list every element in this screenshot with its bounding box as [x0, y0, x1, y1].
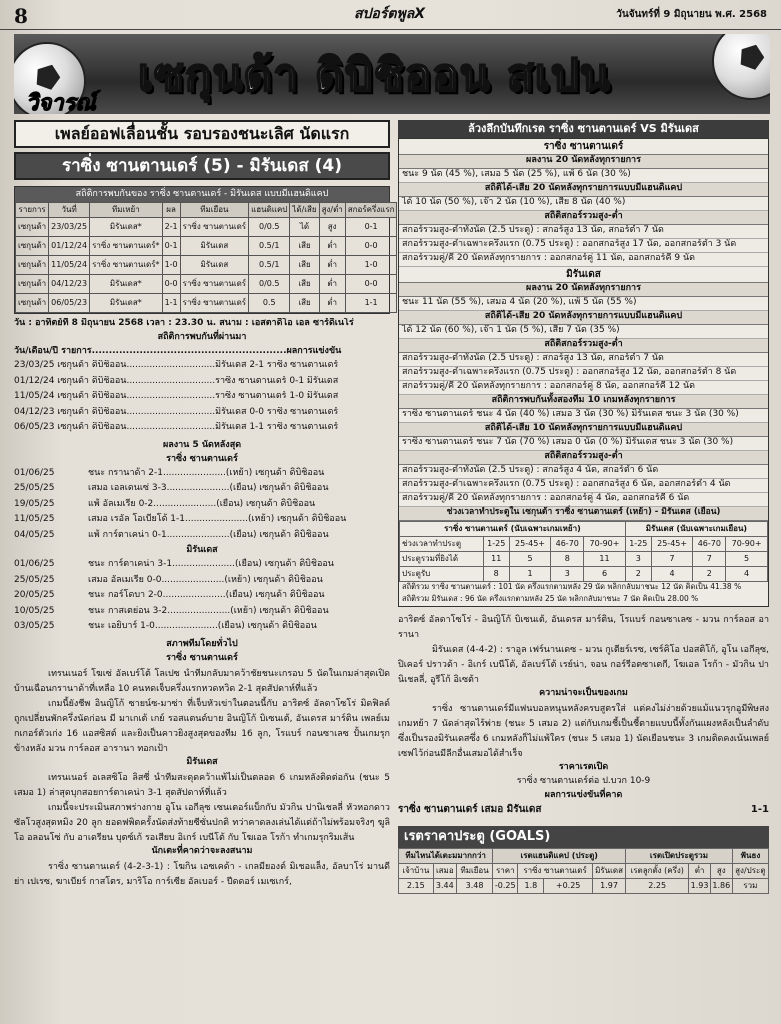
cell: 1-25	[625, 537, 651, 552]
banner-tag: วิจารณ์	[26, 90, 96, 114]
cell: 7	[651, 552, 693, 567]
lineup-title: นักเตะที่คาดว่าจะลงสนาม	[151, 845, 253, 856]
stat-note: สถิติรวม มิรันเดส : 96 นัด ครึ่งแรกตามหลัง 25 นัด พลิกกลับมาชนะ 7 นัด คิดเป็น 28.00 %	[402, 594, 699, 603]
goal-time-table	[399, 521, 768, 582]
cell: 1-1	[345, 294, 397, 313]
result: แพ้ การ์ตาเคน่า 0-1......................(เยือน) เซกุนด้า ดิบิชิออน	[88, 529, 329, 540]
cell: 3.44	[433, 879, 456, 894]
cell: 3	[551, 567, 584, 582]
table-row	[399, 864, 769, 879]
date: 03/05/25	[14, 621, 55, 632]
section-title: สถิติได้-เสีย 20 นัดหลังทุกรายการแบบมีแฮนดิแคป	[399, 311, 768, 325]
table-row	[400, 552, 768, 567]
team2-name: มิรันเดส	[186, 545, 218, 556]
cell: 1-0	[345, 256, 397, 275]
cell: 4	[726, 567, 768, 582]
table-row	[16, 275, 397, 294]
col-header: ได้/เสีย	[290, 203, 319, 218]
cell: 25-45+	[509, 537, 551, 552]
cell: ต่ำ	[319, 237, 345, 256]
cell: ราซิ่ง ซานตานเดร์	[180, 218, 248, 237]
paragraph: ราซิ่ง ซานตานเดร์มีแฟนบอลหนุนหลังครบสูตรใส่ แต่คงไม่ง่ายด้วยแม้แนวรุกอูมีพิษสงเกมหย้า 7 นัดล่าสุดไร้พ่าย (ชนะ 5 เสมอ 2) แต่กับเกมชี้เป็นชี้ตายแบบนี้ทั้งกันแผงหลังเป็นลำดับ ซึ่งเป็นรองมิรันเดสซึ่ง 6 เกมหลังก็ไม่แพ้ใคร (ชนะ 5 เสมอ 1) นัดเยือนชนะ 3 เกมติดคงเน้นเพลย์เซฟไว้ก่อนมีลีกอื่นเสมอได้สำเร็จ	[398, 704, 769, 759]
section-title: ผลงาน 20 นัดหลังทุกรายการ	[399, 283, 768, 297]
col-header: ผล	[162, 203, 180, 218]
table-row	[400, 567, 768, 582]
stats-header: ล้วงลึกบันทึกเรต ราซิ่ง ซานตานเดร์ VS มิรันเดส	[398, 120, 769, 138]
section-title: สถิติการพบกันทั้งสองทีม 10 เกมหลังทุกรายการ	[399, 395, 768, 409]
table-row	[400, 522, 768, 537]
date: 25/05/25	[14, 483, 55, 494]
table-row	[16, 294, 397, 313]
col-header: ทีมเหย้า	[90, 203, 162, 218]
cell: 1-1	[162, 294, 180, 313]
issue-date: วันจันทร์ที่ 9 มิถุนายน พ.ศ. 2568	[616, 9, 767, 20]
last5-title: ผลงาน 5 นัดหลังสุด	[162, 439, 242, 450]
cell: 1-25	[483, 537, 509, 552]
table-row	[16, 237, 397, 256]
prediction	[398, 804, 769, 820]
cell: 11/05/24	[49, 256, 90, 275]
cell: ราซิ่ง ซานตานเดร์	[180, 275, 248, 294]
left-column	[14, 120, 395, 890]
cell: 01/12/24	[49, 237, 90, 256]
table-row	[399, 879, 769, 894]
result: เสมอ อัลเมเรีย 0-0......................(เหย้า) เซกุนด้า ดิบิชิออน	[88, 574, 323, 585]
cell: 1.97	[592, 879, 625, 894]
price: ราซิ่ง ซานตานเดร์ต่อ ป.บวก 10-9	[516, 776, 651, 786]
date: 01/06/25	[14, 559, 55, 570]
cell: 46-70	[551, 537, 584, 552]
col-header: เรตเปิดประตูรวม	[626, 849, 732, 864]
cell: 0/0.5	[249, 218, 290, 237]
cell: 3	[625, 552, 651, 567]
result: แพ้ อัลเมเรีย 0-2......................(เยือน) เซกุนด้า ดิบิชิออน	[88, 498, 316, 509]
cell: ราซิ่ง ซานตานเดร์	[518, 864, 593, 879]
cell: 2.25	[626, 879, 689, 894]
result: เสมอ เอลเดนเซ่ 3-3......................(เยือน) เซกุนด้า ดิบิชิออน	[88, 483, 329, 494]
cell: ได้	[290, 218, 319, 237]
team-news-team2: มิรันเดส	[186, 756, 218, 767]
cell: 7	[693, 552, 726, 567]
date: 11/05/25	[14, 514, 55, 525]
result: เสมอ เรอัล โอเบียโด้ 1-1......................(เหย้า) เซกุนด้า ดิบิชิออน	[88, 514, 347, 525]
cell: 8	[551, 552, 584, 567]
paragraph: เกมนี้ยังชีพ อินญิโก้ ซายน์ซ-มาซ่า ที่เจ็บหัวเข่าในตอนนี้กับ อาริตซ์ อัลดาโซโร่ มิดฟิลด์ถูกเปลี่ยนพักครึ่งนัดก่อน มี มาเกเต้ เกย์ รอสแตนด์บาย อินญิโก้ บิเซนเต้, อันเดรส มาร์ติน เพลย์เมกเกอร์ตัวเก่ง 16 แอสซิสต์ และยิงเป็นคาวยิงสูงสุดของทีม 16 ลูก, โรแบร์ กอนซาเลซ ปั้นเกมรุกข้างหลัง มวน การ์ลอส อารานา ทอกเป้า	[14, 698, 390, 754]
stat-line: สกอร์รวมคู่/คี่ 20 นัดหลังทุกรายการ : ออกสกอร์คู่ 8 นัด, ออกสกอร์คี่ 12 นัด	[399, 381, 768, 395]
cell: 11	[584, 552, 626, 567]
paragraph: อาริตซ์ อัลดาโซโร่ - อินญิโก้ บิเซนเต้, อันเดรส มาร์ติน, โรแบร์ กอนซาเลซ - มวน การ์ลอส อารานา	[398, 615, 769, 640]
cell: ราคา	[493, 864, 518, 879]
cell: 3.48	[456, 879, 492, 894]
col-header: รายการ	[16, 203, 49, 218]
list-item	[14, 559, 390, 575]
cell: เสีย	[290, 294, 319, 313]
cell: 8	[483, 567, 509, 582]
cell: สูง	[710, 864, 732, 879]
stat-line: ราซิ่ง ซานตานเดร์ ชนะ 4 นัด (40 %) เสมอ 3 นัด (30 %) มิรันเดส ชนะ 3 นัด (30 %)	[399, 409, 768, 423]
date: 25/05/25	[14, 574, 55, 585]
cell: 2	[625, 567, 651, 582]
cell: ช่วงเวลาทำประตู	[400, 537, 484, 552]
result: ชนะ การ์ตาเคน่า 3-1......................(เยือน) เซกุนด้า ดิบิชิออน	[88, 559, 334, 570]
cell: 70-90+	[584, 537, 626, 552]
h2h-stats-title: สถิติการพบกันของ ราซิ่ง ซานตานเดร์ - มิรันเดส แบบมีแฮนดิแคป	[15, 187, 389, 202]
section-title: ช่วงเวลาทำประตูใน เซกุนด้า ราซิ่ง ซานตานเดร์ (เหย้า) - มิรันเดส (เยือน)	[399, 507, 768, 521]
table-row	[16, 218, 397, 237]
cell: ราซิ่ง ซานตานเดร์*	[90, 256, 162, 275]
predict-score: 1-1	[750, 804, 769, 815]
h2h-stats-box	[14, 186, 395, 314]
cell: 2-1	[162, 218, 180, 237]
cell: ต่ำ	[319, 275, 345, 294]
paragraph: เกมนี้จะประเมินสภาพร่างกาย อูโน เอกีลุซ เซนเตอร์แบ็กกับ มัวกิน ปานิเชลลี่ หัวหอกดาวซัลโวสูงสุดหมิง 20 ลูก ยอดฟพิตครั้งนัดส่งท้ายซีซั่นปกติ ทว่าคาดลงเล่นได้แต่ถ้าไม่พร้อมจริงๆ ฆูลิโอ อลอนโซ่ กับ อาเดรียน บุตซ์เก้ รอเสียบ อิเกร์ เบนีโต้ กับ โฆเอล โรก้า ทำเกมรุกริมเส้น	[14, 802, 390, 843]
date: 01/06/25	[14, 467, 55, 478]
cell: ต่ำ	[689, 864, 711, 879]
cell: 46-70	[693, 537, 726, 552]
h2h-table	[15, 202, 397, 313]
col-header: เรตแฮนดิแคป (ประตู)	[493, 849, 626, 864]
list-item	[14, 499, 390, 515]
football-icon	[712, 34, 770, 100]
list-item	[14, 530, 390, 546]
match-info: วัน : อาทิตย์ที่ 8 มิถุนายน 2568 เวลา : 23.30 น. สนาม : เอสตาดิโอ เอล ซาร์ดิเนโร่	[14, 318, 354, 329]
section-title: สถิติสกอร์รวมสูง-ต่ำ	[399, 339, 768, 353]
cell: 1.86	[710, 879, 732, 894]
stat-line: สกอร์รวมสูง-ต่ำทั้งนัด (2.5 ประตู) : สกอร์สูง 4 นัด, สกอร์ต่ำ 6 นัด	[399, 465, 768, 479]
right-column	[398, 120, 769, 894]
cell: 1	[509, 567, 551, 582]
possibility-title: ความน่าจะเป็นของเกม	[539, 688, 628, 698]
cell: เสีย	[290, 275, 319, 294]
list-item	[14, 483, 390, 499]
stat-note: สถิติรวม ราซิ่ง ซานตานเดร์ : 101 นัด ครึ่งแรกตามหลัง 29 นัด พลิกกลับมาชนะ 12 นัด คิดเป็น 41.38 %	[402, 582, 742, 591]
team-news-title: สภาพทีมโดยทั่วไป	[166, 638, 238, 649]
cell: 11	[483, 552, 509, 567]
date: 19/05/25	[14, 498, 55, 509]
list-item: 01/12/24 เซกุนด้า ดิบิชิออน...............................ราซิ่ง ซานตานเดร์ 0-1 มิรันเดส	[14, 375, 339, 386]
h2h-header-row	[16, 203, 397, 218]
list-item: 11/05/24 เซกุนด้า ดิบิชิออน...............................ราซิ่ง ซานตานเดร์ 1-0 มิรันเดส	[14, 391, 339, 402]
cell: 0-0	[345, 237, 397, 256]
result: ชนะ กาสเตย่อน 3-2......................(เหย้า) เซกุนด้า ดิบิชิออน	[88, 605, 329, 616]
stat-line: สกอร์รวมสูง-ต่ำเฉพาะครึ่งแรก (0.75 ประตู) : ออกสกอร์สูง 6 นัด, ออกสกอร์ต่ำ 4 นัด	[399, 479, 768, 493]
section-title: สถิติสกอร์รวมสูง-ต่ำ	[399, 211, 768, 225]
cell: เซกุนด้า	[16, 294, 49, 313]
cell: 1.93	[689, 879, 711, 894]
cell: 2.15	[399, 879, 434, 894]
cell: -0.25	[493, 879, 518, 894]
col-header: วันที่	[49, 203, 90, 218]
date: 10/05/25	[14, 605, 55, 616]
cell: 0-1	[162, 237, 180, 256]
list-item: 06/05/23 เซกุนด้า ดิบิชิออน...............................มิรันเดส 1-1 ราซิ่ง ซานตานเดร์	[14, 422, 339, 433]
cell: ประตูรับ	[400, 567, 484, 582]
cell: มิรันเดส	[592, 864, 625, 879]
result: ชนะ กอร์โดบา 2-0......................(เยือน) เซกุนด้า ดิบิชิออน	[88, 590, 325, 601]
cell: ราซิ่ง ซานตานเดร์*	[90, 237, 162, 256]
cell: เซกุนด้า	[16, 218, 49, 237]
section-title: สถิติได้-เสีย 20 นัดหลังทุกรายการแบบมีแฮนดิแคป	[399, 183, 768, 197]
result: ชนะ เอยิบาร์ 1-0......................(เยือน) เซกุนด้า ดิบิชิออน	[88, 621, 317, 632]
cell: เซกุนด้า	[16, 256, 49, 275]
col-header: สกอร์ครึ่งแรก	[345, 203, 397, 218]
match-title: ราซิ่ง ซานตานเดร์ (5) - มิรันเดส (4)	[14, 152, 390, 180]
cell: 0.5	[249, 294, 290, 313]
past-header: วัน/เดือน/ปี รายการ.........................................................ผลการแข่งขัน	[14, 346, 342, 357]
paragraph: ราซิ่ง ซานตานเดร์ (4-2-3-1) : โฆกิน เอซเคด้า - เกลมียองต์ มิเชอแล็ง, อัลบาโร่ มานดีย่า เปเรซ, ฆาเบียร์ กาสโตร, มาริโอ การ์เซีย อัลเบอร์ - ปีดดอร์ เมเซเกร์,	[14, 861, 390, 887]
table-row	[399, 849, 769, 864]
masthead: สปอร์ตพูลX	[354, 6, 426, 22]
list-item	[14, 575, 390, 591]
stat-line: สกอร์รวมคู่/คี่ 20 นัดหลังทุกรายการ : ออกสกอร์คู่ 11 นัด, ออกสกอร์คี่ 9 นัด	[399, 253, 768, 267]
list-item	[14, 468, 390, 484]
table-row	[400, 537, 768, 552]
cell: 25-45+	[651, 537, 693, 552]
cell: มิรันเดส*	[90, 218, 162, 237]
cell: เจ้าบ้าน	[399, 864, 434, 879]
cell: มิรันเดส	[180, 237, 248, 256]
stat-line: ชนะ 11 นัด (55 %), เสมอ 4 นัด (20 %), แพ้ 5 นัด (55 %)	[399, 297, 768, 311]
right-body	[398, 613, 769, 820]
cell: 0.5/1	[249, 256, 290, 275]
cell: 06/05/23	[49, 294, 90, 313]
cell: 5	[509, 552, 551, 567]
cell: เซกุนด้า	[16, 237, 49, 256]
cell: 2	[693, 567, 726, 582]
stat-line: สกอร์รวมสูง-ต่ำเฉพาะครึ่งแรก (0.75 ประตู) : ออกสกอร์สูง 17 นัด, ออกสกอร์ต่ำ 3 นัด	[399, 239, 768, 253]
cell: 0/0.5	[249, 275, 290, 294]
col-header: สูง/ต่ำ	[319, 203, 345, 218]
page-number: 8	[14, 4, 28, 28]
cell: 04/12/23	[49, 275, 90, 294]
stat-line: ราซิ่ง ซานตานเดร์ ชนะ 7 นัด (70 %) เสมอ 0 นัด (0 %) มิรันเดส ชนะ 3 นัด (30 %)	[399, 437, 768, 451]
cell: 1.8	[518, 879, 544, 894]
cell: 23/03/25	[49, 218, 90, 237]
cell: 1-0	[162, 256, 180, 275]
stat-line: สกอร์รวมสูง-ต่ำเฉพาะครึ่งแรก (0.75 ประตู) : ออกสกอร์สูง 12 นัด, ออกสกอร์ต่ำ 8 นัด	[399, 367, 768, 381]
cell: เซกุนด้า	[16, 275, 49, 294]
predict-title: ผลการแข่งขันที่คาด	[544, 790, 623, 800]
past-title: สถิติการพบกันที่ผ่านมา	[157, 332, 247, 343]
cell: รวม	[732, 879, 768, 894]
section-title: ผลงาน 20 นัดหลังทุกรายการ	[399, 155, 768, 169]
cell: 6	[584, 567, 626, 582]
cell: 0-1	[345, 218, 397, 237]
cell: 5	[726, 552, 768, 567]
cell: ประตูรวมที่ยิงได้	[400, 552, 484, 567]
predict-text: ราซิ่ง ซานตานเดร์ เสมอ มิรันเดส	[398, 804, 542, 815]
team-news-team1: ราซิ่ง ซานตานเดร์	[166, 652, 238, 663]
cell: เสมอ	[433, 864, 456, 879]
cell: ต่ำ	[319, 294, 345, 313]
left-body	[14, 318, 390, 890]
page-header	[0, 0, 781, 30]
cell: 4	[651, 567, 693, 582]
cell: 0-0	[345, 275, 397, 294]
goals-table	[398, 848, 769, 894]
table-row	[16, 256, 397, 275]
section-title: สถิติได้-เสีย 10 นัดหลังทุกรายการแบบมีแฮนดิแคป	[399, 423, 768, 437]
date: 20/05/25	[14, 590, 55, 601]
date: 04/05/25	[14, 529, 55, 540]
list-item	[14, 606, 390, 622]
goals-title: เรตราคาประตู (GOALS)	[398, 826, 769, 848]
list-item: 04/12/23 เซกุนด้า ดิบิชิออน...............................มิรันเดส 0-0 ราซิ่ง ซานตานเดร์	[14, 406, 339, 417]
cell: มิรันเดส	[180, 256, 248, 275]
paragraph: เทรนเนอร์ โฆเซ่ อัลเบร์โต้ โลเปซ นำทีมกลับมาคว้าชัยชนะเกรอบ 5 นัดในเกมล่าสุดเปิดบ้านเฉือนกรานาด้าที่เหลือ 10 คนหดเจ็บครึ่งแรกหวดหวิด 2-1 สุดสัปดาห์ที่แล้ว	[14, 668, 390, 694]
cell: เสีย	[290, 237, 319, 256]
cell: ราซิ่ง ซานตานเดร์	[180, 294, 248, 313]
stat-line: สกอร์รวมสูง-ต่ำทั้งนัด (2.5 ประตู) : สกอร์สูง 13 นัด, สกอร์ต่ำ 7 นัด	[399, 353, 768, 367]
cell: สูง	[319, 218, 345, 237]
cell: สูง/ประตู	[732, 864, 768, 879]
col-header: ฟันธง	[732, 849, 768, 864]
result: ชนะ กรานาด้า 2-1......................(เหย้า) เซกุนด้า ดิบิชิออน	[88, 467, 325, 478]
stat-line: ชนะ 9 นัด (45 %), เสมอ 5 นัด (25 %), แพ้ 6 นัด (30 %)	[399, 169, 768, 183]
stats-box	[398, 138, 769, 607]
section-title: สถิติสกอร์รวมสูง-ต่ำ	[399, 451, 768, 465]
cell: ทีมเยือน	[456, 864, 492, 879]
list-item	[14, 590, 390, 606]
stat-line: สกอร์รวมคู่/คี่ 20 นัดหลังทุกรายการ : ออกสกอร์คู่ 4 นัด, ออกสกอร์คี่ 6 นัด	[399, 493, 768, 507]
banner	[14, 34, 770, 114]
paragraph: มิรันเดส (4-4-2) : ราอูล เฟร์นานเดซ - มวน กูเตียร์เรซ, เซร์คิโอ ปอสติโก้, อูโน เอกีลุซ, ปิเคอร์ ปราวด้า - อิเกร์ เบนีโต้, อัลเบร์โต้ เรย์น่า, จอน กอร์รีอตซาเตกี, โฆเอล โรก้า - มัวกิน ปานิเชลลี่, อูรีโก้ อิเซต้า	[398, 645, 769, 685]
cell: +0.25	[544, 879, 592, 894]
cell: 0.5/1	[249, 237, 290, 256]
col-header: มิรันเดส (นับเฉพาะเกมเยือน)	[625, 522, 767, 537]
cell: ต่ำ	[319, 256, 345, 275]
cell: มิรันเดส*	[90, 294, 162, 313]
col-header: ราซิ่ง ซานตานเดร์ (นับเฉพาะเกมเหย้า)	[400, 522, 626, 537]
list-item: 23/03/25 เซกุนด้า ดิบิชิออน...............................มิรันเดส 2-1 ราซิ่ง ซานตานเดร์	[14, 360, 339, 371]
stat-line: ได้ 10 นัด (50 %), เจ๊า 2 นัด (10 %), เสีย 8 นัด (40 %)	[399, 197, 768, 211]
cell: 70-90+	[726, 537, 768, 552]
col-header: แฮนดิแคป	[249, 203, 290, 218]
banner-title: เซกุนด้า ดิบิชิออน สเปน	[138, 50, 611, 101]
list-item	[14, 621, 390, 637]
col-header: ทีมไหนได้เตะมมากกว่า	[399, 849, 493, 864]
headline: เพลย์ออฟเลื่อนชั้น รอบรองชนะเลิศ นัดแรก	[14, 120, 390, 148]
team1-name: ราซิ่ง ซานตานเดร์	[399, 139, 768, 155]
paragraph: เทรนเนอร์ อเลสซิโอ ลิสซี่ นำทีมสะดุดคว้าแพ้ไม่เป็นตลอด 6 เกมหลังติดต่อกัน (ชนะ 5 เสมอ 1) ล่าสุดบุกสอยการ์ตาเคน่า 3-1 สุดสัปดาห์ที่แล้ว	[14, 772, 390, 798]
price-title: ราคาเรตเปิด	[558, 762, 609, 772]
team1-name: ราซิ่ง ซานตานเดร์	[166, 453, 238, 464]
team2-name: มิรันเดส	[399, 267, 768, 283]
list-item	[14, 514, 390, 530]
cell: มิรันเดส*	[90, 275, 162, 294]
cell: เรตลูกตั้ง (ครึ่ง)	[626, 864, 689, 879]
col-header: ทีมเยือน	[180, 203, 248, 218]
cell: 0-0	[162, 275, 180, 294]
stat-line: ได้ 12 นัด (60 %), เจ๊า 1 นัด (5 %), เสีย 7 นัด (35 %)	[399, 325, 768, 339]
stat-line: สกอร์รวมสูง-ต่ำทั้งนัด (2.5 ประตู) : สกอร์สูง 13 นัด, สกอร์ต่ำ 7 นัด	[399, 225, 768, 239]
cell: เสีย	[290, 256, 319, 275]
